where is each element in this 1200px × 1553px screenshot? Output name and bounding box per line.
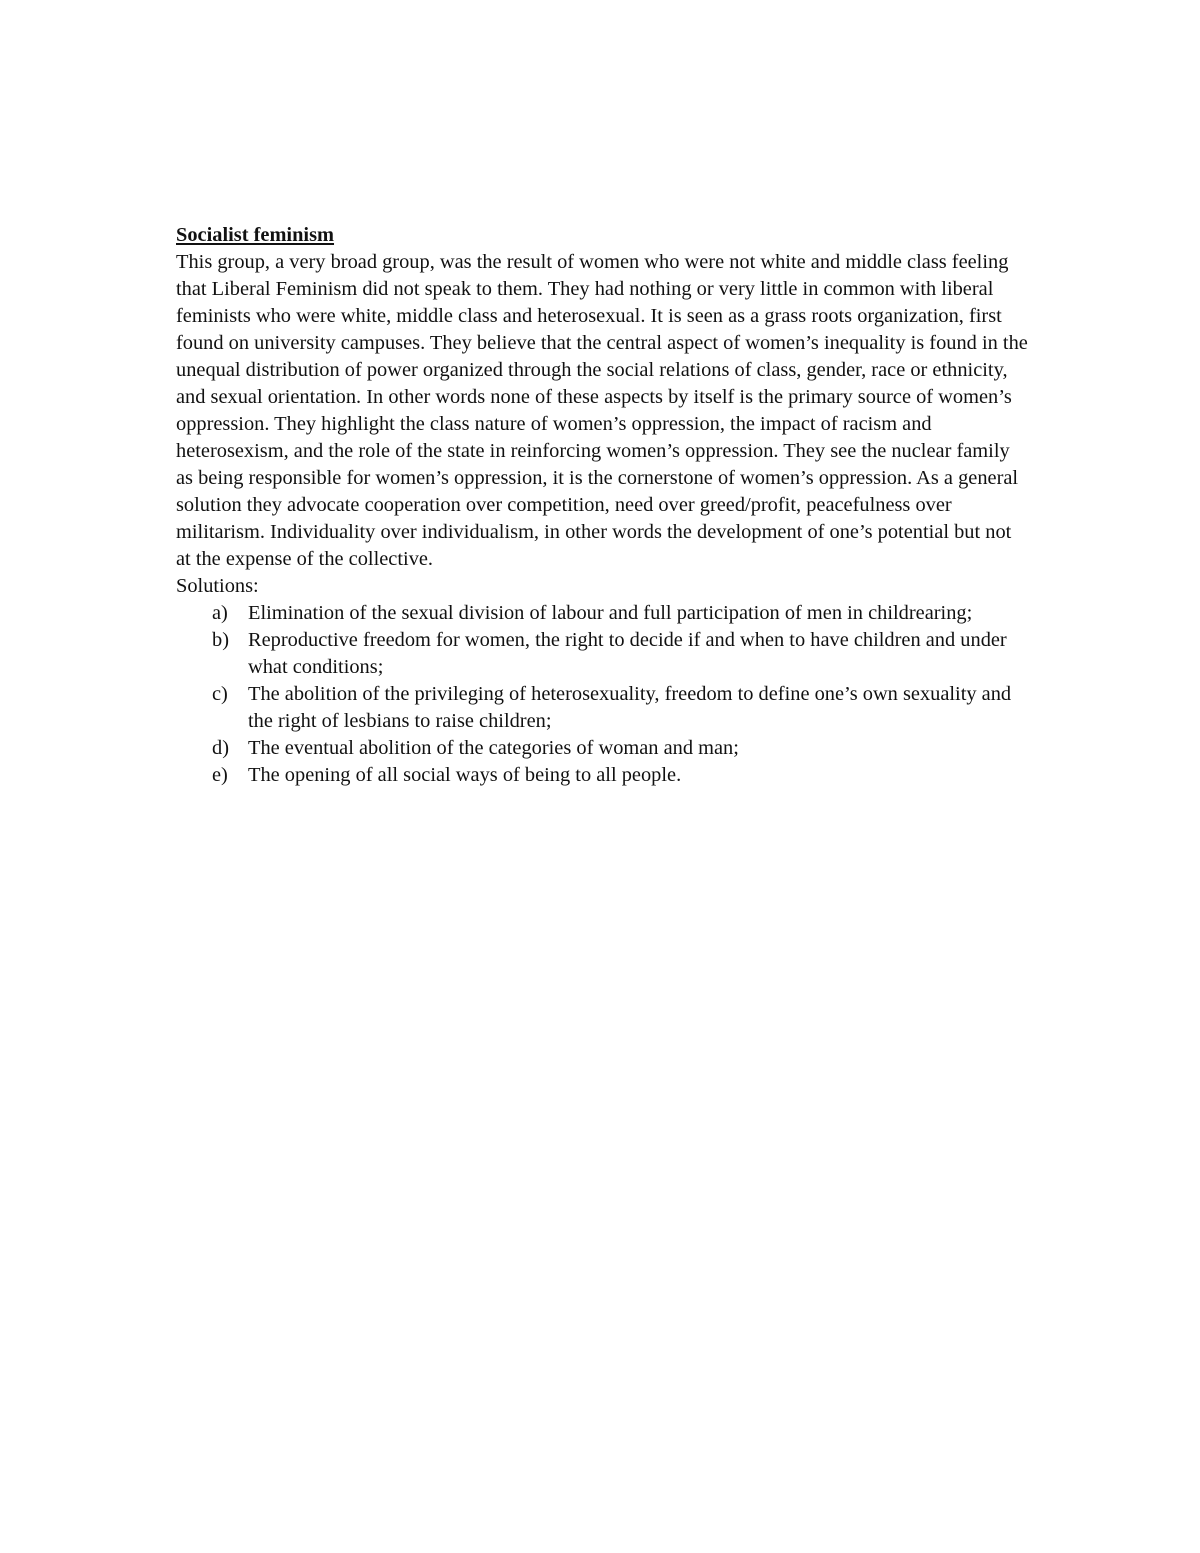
list-marker: b) xyxy=(212,629,229,651)
list-item-text: The abolition of the privileging of heterosexuality, freedom to define one’s own sexuality and the right of lesbians to raise children; xyxy=(248,683,1012,732)
list-item xyxy=(176,735,1031,762)
list-marker: e) xyxy=(212,764,228,786)
body-paragraph: This group, a very broad group, was the result of women who were not white and middle class feeling that Liberal Feminism did not speak to them. They had nothing or very little in common with liberal feminists who were white, middle class and heterosexual. It is seen as a grass roots organization, first found on university campuses. They believe that the central aspect of women’s inequality is found in the unequal distribution of power organized through the social relations of class, gender, race or ethnicity, and sexual orientation. In other words none of these aspects by itself is the primary source of women’s oppression. They highlight the class nature of women’s oppression, the impact of racism and heterosexism, and the role of the state in reinforcing women’s oppression. They see the nuclear family as being responsible for women’s oppression, it is the cornerstone of women’s oppression. As a general solution they advocate cooperation over competition, need over greed/profit, peacefulness over militarism. Individuality over individualism, in other words the development of one’s potential but not at the expense of the collective. xyxy=(176,251,1028,570)
list-item-text: Reproductive freedom for women, the right to decide if and when to have children and under what conditions; xyxy=(248,629,1007,678)
list-marker: d) xyxy=(212,737,229,759)
list-marker: a) xyxy=(212,602,228,624)
list-item xyxy=(176,681,1031,735)
solutions-list xyxy=(176,600,1031,789)
list-item-text: The eventual abolition of the categories of woman and man; xyxy=(248,737,739,759)
list-item xyxy=(176,762,1031,789)
list-marker: c) xyxy=(212,683,228,705)
list-item xyxy=(176,600,1031,627)
document-body xyxy=(176,222,1031,789)
section-heading: Socialist feminism xyxy=(176,224,335,246)
list-item xyxy=(176,627,1031,681)
list-item-text: The opening of all social ways of being to all people. xyxy=(248,764,682,786)
solutions-label: Solutions: xyxy=(176,575,259,597)
list-item-text: Elimination of the sexual division of labour and full participation of men in childrearing; xyxy=(248,602,973,624)
